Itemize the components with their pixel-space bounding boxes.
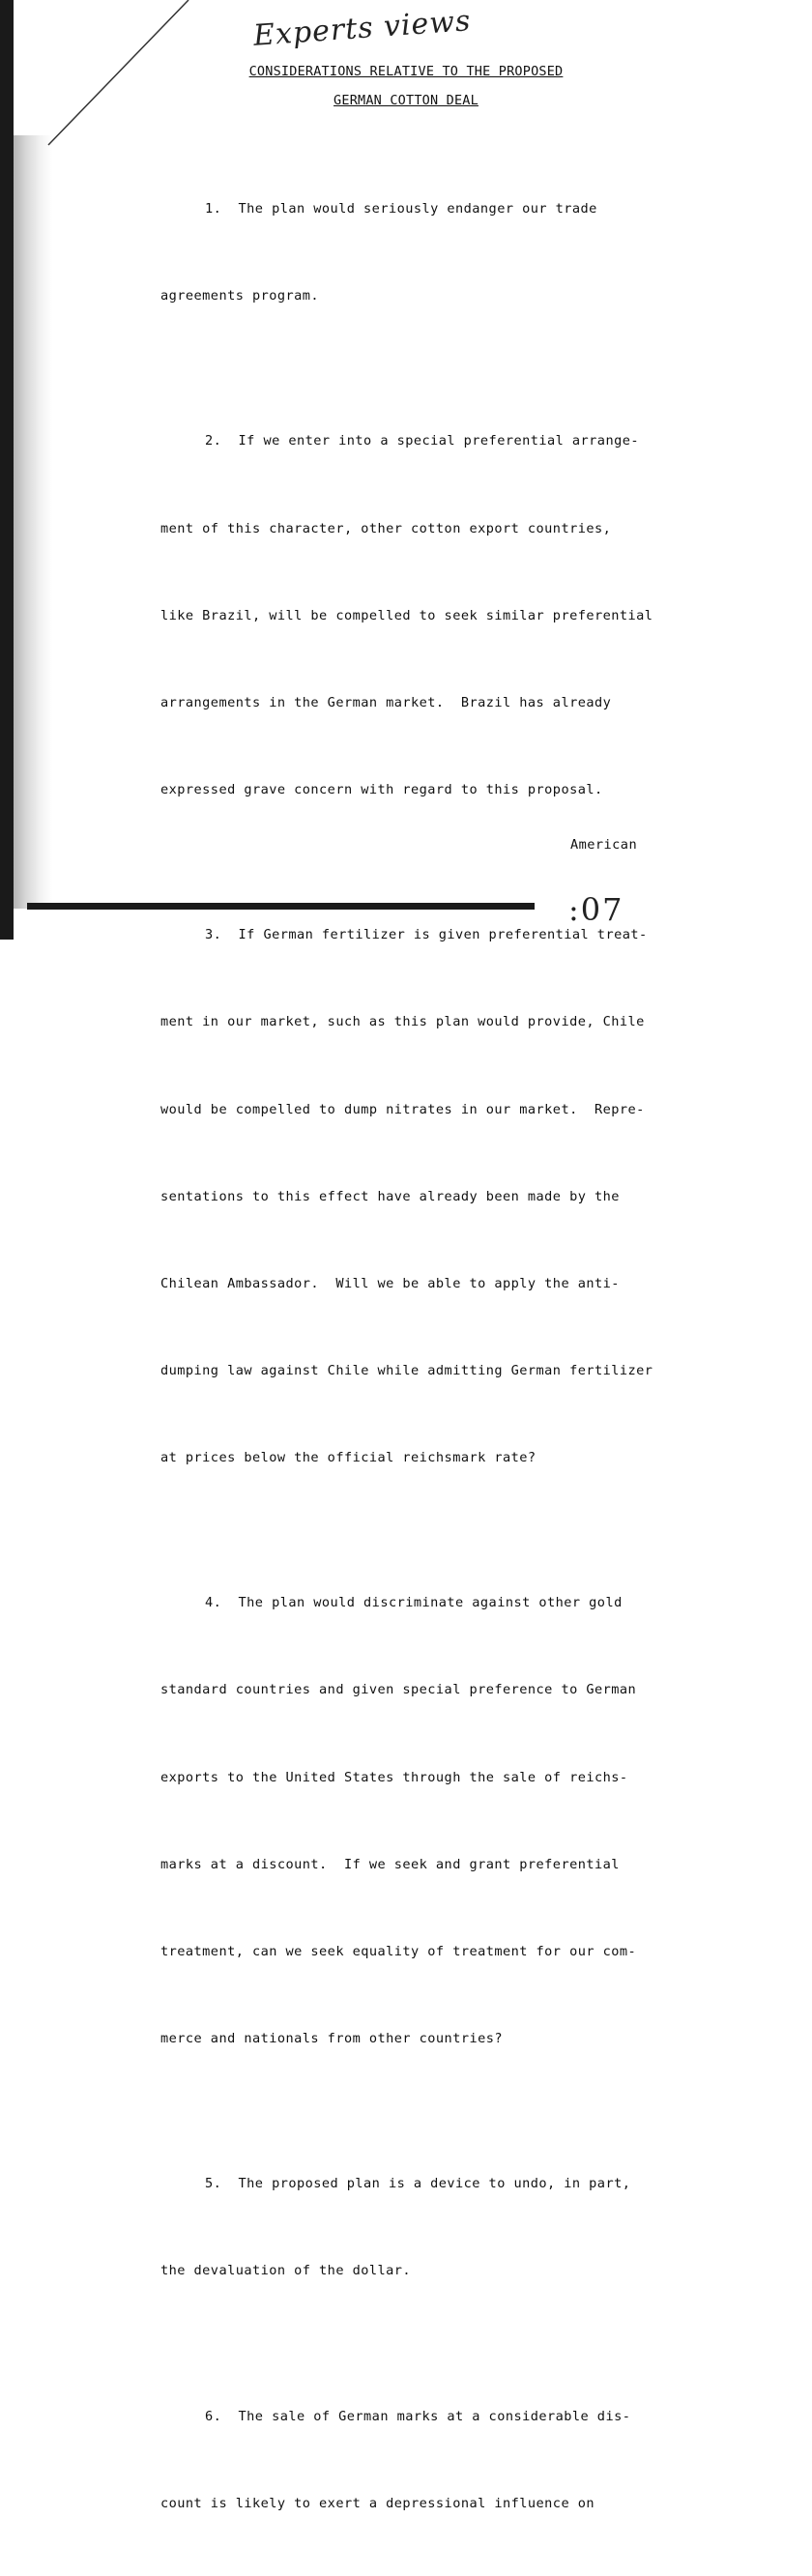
text-line: marks at a discount. If we seek and grant preferential [160,1856,620,1872]
text-line: expressed grave concern with regard to this proposal. [160,782,603,798]
paragraph-4 [160,1530,673,2111]
text-line: exports to the United States through the sale of reichs- [160,1769,628,1785]
text-line: merce and nationals from other countries? [160,2031,503,2047]
text-line: treatment, can we seek equality of treatment for our com- [160,1943,637,1959]
text-line: the devaluation of the dollar. [160,2263,412,2279]
text-line: 1. The plan would seriously endanger our trade [205,201,597,217]
text-line: like Brazil, will be compelled to seek similar preferential [160,607,653,623]
text-line: agreements program. [160,288,320,304]
text-line: would be compelled to dump nitrates in our market. Repre- [160,1101,645,1117]
paragraph-2 [160,368,673,862]
text-line: 3. If German fertilizer is given preferential treat- [205,927,648,943]
page-number: :07 [568,891,624,928]
text-line: 4. The plan would discriminate against other gold [205,1595,623,1611]
text-line: at prices below the official reichsmark rate? [160,1450,536,1466]
continuation-word: American [570,837,638,853]
text-line: 5. The proposed plan is a device to undo, in part, [205,2176,631,2192]
text-line: ment in our market, such as this plan would provide, Chile [160,1014,645,1030]
text-line: 6. The sale of German marks at a considerable dis- [205,2408,631,2424]
paragraph-3 [160,862,673,1530]
paragraph-6 [160,2344,673,2576]
text-line: Chilean Ambassador. Will we be able to apply the anti- [160,1275,620,1291]
text-line: ment of this character, other cotton export countries, [160,520,612,536]
document-body [160,136,673,2576]
scan-left-shadow [14,135,52,909]
handwritten-note: Experts views [252,4,473,53]
text-line: dumping law against Chile while admitting German fertilizer [160,1362,653,1378]
text-line: 2. If we enter into a special preferential arrange- [205,433,639,449]
text-line: standard countries and given special preference to German [160,1682,637,1698]
paragraph-1 [160,136,673,368]
text-line: arrangements in the German market. Brazil has already [160,694,612,710]
document-title-line1: CONSIDERATIONS RELATIVE TO THE PROPOSED [248,64,564,79]
paragraph-5 [160,2111,673,2343]
text-line: count is likely to exert a depressional influence on [160,2495,594,2511]
text-line: sentations to this effect have already been made by the [160,1188,620,1204]
document-title-line2: GERMAN COTTON DEAL [334,93,478,108]
